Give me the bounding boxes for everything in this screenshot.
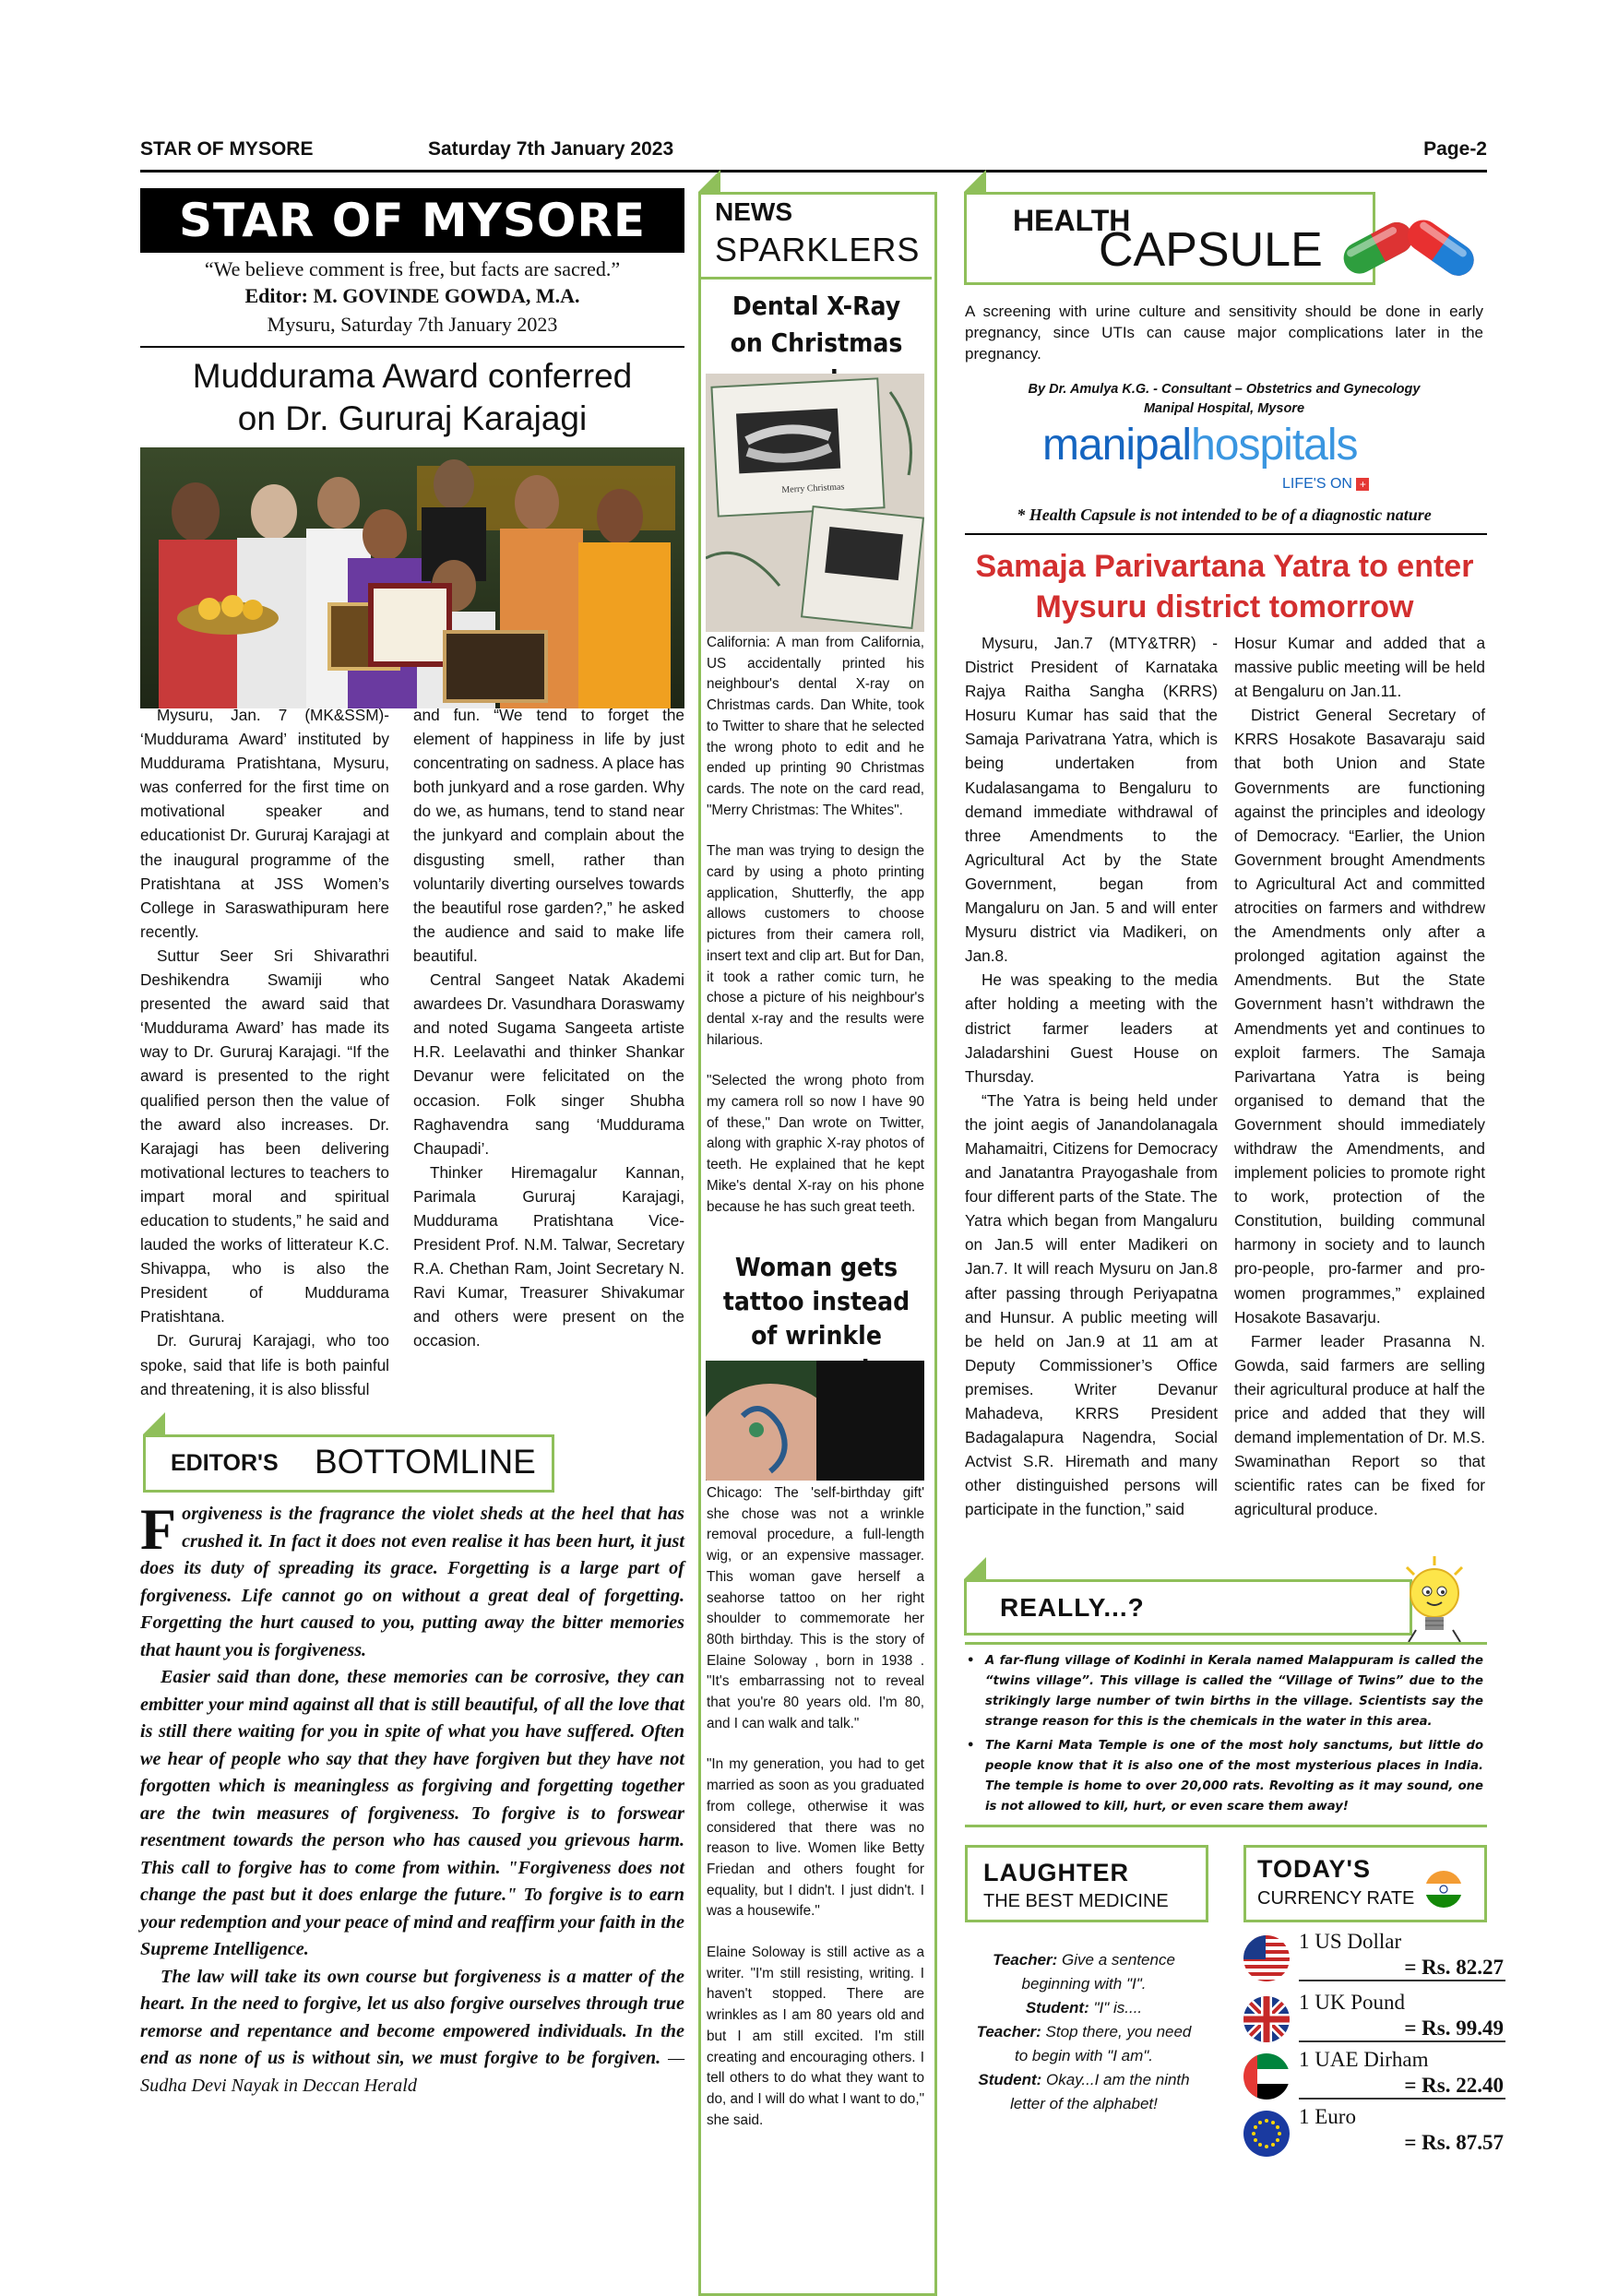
yatra-column-2 xyxy=(1234,631,1485,1521)
tattoo-photo xyxy=(706,1361,924,1481)
yatra-col1-para-3: “The Yatra is being held under the joint aegis of Janandolanagala Mahamaitri, Citizens for Democracy and Janatantra Prayogashale from four different parts of the State. The Yatra which began from Mangaluru on Jan.5 will enter Madikeri on Jan.7. It will reach Mysuru on Jan.8 after passing through Periyapatna and Hunsur. A public meeting will be held on Jan.9 at 11 am at Deputy Commissioner’s Office premises. Writer Devanur Mahadeva, KRRS President Badagalapura Nagendra, Social Actvist S.R. Hiremath and many other distinguished persons will participate in the function,” said xyxy=(965,1090,1218,1519)
yatra-headline-line-1: Samaja Parivartana Yatra to enter xyxy=(975,549,1474,584)
lead-col2-para-2: Central Sangeet Natak Akademi awardees Dr. Vasundhara Doraswamy and noted Sugama Sangeeta artiste H.R. Leelavathi and thinker Shankar Devanur were felicitated on the occasion. Folk singer Shubha Raghavendra sang ‘Muddurama Chaupadi’. xyxy=(413,970,684,1158)
joke-line-4: Student: Okay...I am the ninth letter of the alphabet! xyxy=(978,2071,1190,2112)
rate-value: = Rs. 22.40 xyxy=(1404,2074,1504,2097)
rate-name: 1 Euro xyxy=(1299,2105,1356,2128)
health-label-light: CAPSULE xyxy=(1099,223,1323,277)
joke-line-1: Teacher: Give a sentence beginning with "I". xyxy=(993,1951,1175,1993)
page-header xyxy=(140,138,1487,166)
uk-flag-icon xyxy=(1243,1996,1290,2042)
yatra-headline xyxy=(959,546,1490,627)
really-item xyxy=(965,1736,1483,1817)
card-caption: Merry Christmas xyxy=(781,482,845,495)
lead-col2-para-1: and fun. “We tend to forget the element of happiness in life by just concentrating on sadness. A place has both junkyard and a rose garden. Why do we, as humans, tend to stand near the junkyard and complain about the disgusting smell, rather than voluntarily diverting ourselves towards the beautiful rose garden?,” he asked the audience and said to make life beautiful. xyxy=(413,706,684,965)
health-text: A screening with urine culture and sensitivity should be done in early pregnancy, since UTIs can cause major complications later in the pregnancy. xyxy=(965,303,1483,363)
health-disclaimer: * Health Capsule is not intended to be of a diagnostic nature xyxy=(1017,506,1432,524)
currency-label-light: CURRENCY RATE xyxy=(1257,1888,1415,1909)
xray-para-1: California: A man from California, US accidentally printed his neighbour's dental X-ray on Christmas cards. Dan White, took to Twitter to share that he selected the wrong photo to edit and he ended up printing 90 Christmas cards. The note on the card read, "Merry Christmas: The Whites". xyxy=(707,635,924,818)
lead-headline xyxy=(140,355,684,440)
xray-headline: Dental X-Ray on Christmas xyxy=(730,291,903,358)
masthead-rule xyxy=(140,346,684,348)
award-photo xyxy=(140,447,684,708)
health-flag-tab xyxy=(964,170,986,192)
really-label: REALLY...? xyxy=(1000,1593,1145,1622)
really-label-box xyxy=(964,1579,1412,1636)
joke xyxy=(973,1948,1195,2116)
really-bottom-rule xyxy=(965,1825,1487,1827)
rate-name: 1 US Dollar xyxy=(1299,1930,1402,1953)
rate-row-usd xyxy=(1243,1928,1511,1983)
tattoo-image xyxy=(706,1361,924,1481)
tattoo-para-3: Elaine Soloway is still active as a writer. "I'm still resisting, writing. I haven't stopped. There are wrinkles as I am 80 years old and but I am still excited. I'm still creating and encouraging others. I tell others to do what they want to do, and I will do what I want to do," she said. xyxy=(707,1945,924,2128)
editor-label-box xyxy=(143,1434,554,1493)
editor-para-2: Easier said than done, these memories can be corrosive, they can embitter your mind against all that is still beautiful, of all the love that is still there waiting for you in spite of what you have suffered. Often we hear of people who say that they have forgiven but they have not forgotten which is meaningless as forgiving and forgetting together are the twin measures of forgiveness. To forgive is to forswear resentment towards the person who has caused you grievous harm. This call to forgive has to come from within. "Forgiveness does not change the past but it does enlarge the future." To forgive is to earn your redemption and your peace of mind and reaffirm your faith in the Supreme Intelligence. xyxy=(140,1667,684,1959)
xray-card-image xyxy=(706,374,924,632)
health-rule xyxy=(965,533,1487,535)
currency-list xyxy=(1243,1928,1504,2288)
rate-row-gbp xyxy=(1243,1989,1511,2044)
rate-name: 1 UAE Dirham xyxy=(1299,2048,1429,2071)
currency-label-bold: TODAY'S xyxy=(1257,1855,1371,1883)
lightbulb-icon xyxy=(1398,1554,1471,1647)
editor-flag-tab xyxy=(143,1412,165,1434)
tattoo-para-2: "In my generation, you had to get married as soon as you graduated from college, otherwise it was considered that there was no reason to live. Women like Betty Friedan and others fought for equality, but I didn't. I just didn't. I was a housewife." xyxy=(707,1756,924,1920)
paper-name: STAR OF MYSORE xyxy=(140,138,314,160)
really-list xyxy=(965,1651,1483,1817)
tattoo-story xyxy=(707,1483,924,2131)
editor-para-3: The law will take its own course but forgiveness is a matter of the heart. In the need to forgive, let us also forgive ourselves through true remorse and repentance and become empowered individuals. In the end as none of us is without sin, we must forgive to be forgiven. xyxy=(140,1966,684,2068)
manipal-tagline-text: LIFE'S ON xyxy=(1282,476,1352,492)
really-item-1: A far-flung village of Kodinhi in Kerala named Malappuram is called the “twins village”. This village is called the “Village of Twins” due to the strikingly large number of twin births in the village. Scientists say the strange reason for this is the chemicals in the water in this area. xyxy=(985,1654,1483,1729)
really-item-2: The Karni Mata Temple is one of the most holy sanctums, but little do people know that it is also one of the most mysterious places in India. The temple is home to over 20,000 rats. Revolting as it may sound, one is not allowed to kill, hurt, or even scare them away! xyxy=(985,1739,1483,1814)
rate-value: = Rs. 87.57 xyxy=(1404,2131,1504,2154)
yatra-col2-para-2: District General Secretary of KRRS Hosakote Basavaraju said that both Union and State Governments are functioning against the principles and ideology of Democracy. “Earlier, the Union Government brought Amendments to Agricultural Act and committed atrocities on farmers and withdrew the Amendments only after a prolonged agitation against the Amendments. But the State Government hasn’t withdrawn the Amendments yet and continues to exploit farmers. The Samaja Parivartana Yatra is being organised to demand that the Government should immediately withdraw the Amendments, and implement policies to promote right to work, protection of the Constitution, building communal harmony in society and to launch pro-people, pro-farmer and pro-women programmes,” explained Hosakote Basavarju. xyxy=(1234,706,1485,1326)
lead-col1-para-3: Dr. Gururaj Karajagi, who too spoke, said that life is both painful and threatening, it is also blissful xyxy=(140,1331,389,1398)
lead-col1-para-1: Mysuru, Jan. 7 (MK&SSM)- ‘Muddurama Award’ instituted by Muddurama Pratishtana, Mysuru, was conferred for the first time on motivational speaker and educationist Dr. Gururaj Karajagi at the inaugural programme of the Pratishtana at JSS Women’s College in Saraswathipuram here recently. xyxy=(140,706,389,941)
lead-col1-para-2: Suttur Seer Sri Shivarathri Deshikendra Swamiji who presented the award said that ‘Muddurama Award’ has made its way to Dr. Gururaj Karajagi. “If the award is presented to the right qualified person then the value of the award also increases. Dr. Karajagi has been delivering motivational lectures to teachers to impart moral and spiritual education to students,” he said and lauded the works of litterateur K.C. Shivappa, who is also the President of Muddurama Pratishtana. xyxy=(140,946,389,1326)
sparklers-flag-tab xyxy=(698,170,720,192)
rate-name: 1 UK Pound xyxy=(1299,1991,1406,2014)
health-byline-2: Manipal Hospital, Mysore xyxy=(1143,401,1305,416)
bullet-icon: • xyxy=(967,1739,975,1753)
laughter-label-bold: LAUGHTER xyxy=(983,1859,1129,1886)
joke-line-2: Student: "I" is.... xyxy=(1025,1999,1143,2016)
rate-row-aed xyxy=(1243,2046,1511,2101)
lead-headline-line-1: Muddurama Award conferred xyxy=(192,357,633,395)
masthead-logo: STAR OF MYSORE xyxy=(140,188,684,253)
editor-para-1: orgiveness is the fragrance the violet sheds at the heel that has crushed it. In fact it does not even realise it has been hurt, it just does its duty of spreading its grace. Forgetting is a large part of forgiveness. Life cannot go on without a great deal of forgetting. Forgetting the hurt caused to you, putting away the bitter memories that haunt you is forgiveness. xyxy=(140,1504,684,1660)
lead-col2-para-3: Thinker Hiremagalur Kannan, Parimala Gururaj Karajagi, Muddurama Pratishtana Vice-President Prof. N.M. Talwar, Secretary R.A. Chethan Ram, Joint Secretary N. Ravi Kumar, Treasurer Shivakumar and others were present on the occasion. xyxy=(413,1162,684,1350)
editor-label-bold: EDITOR'S xyxy=(171,1450,279,1476)
xray-para-2: The man was trying to design the card by using a photo printing application, Shutterfly, the app allows customers to choose pictures from their camera roll, insert text and clip art. But for Dan, it took a rather comic turn, he chose a picture of his neighbour's dental x-ray and the results were hilarious. xyxy=(707,843,924,1048)
red-cross-icon: + xyxy=(1356,478,1369,491)
sparklers-divider xyxy=(701,277,932,280)
tattoo-headline: Woman gets tattoo instead of wrinkle xyxy=(722,1252,910,1350)
lead-column-2 xyxy=(413,703,684,1353)
rate-value: = Rs. 99.49 xyxy=(1404,2016,1504,2040)
manipal-logo-part-2: hospitals xyxy=(1191,421,1358,470)
us-flag-icon xyxy=(1243,1935,1290,1981)
rate-underline xyxy=(1299,2098,1505,2100)
eu-flag-icon xyxy=(1243,2111,1290,2157)
page-date: Saturday 7th January 2023 xyxy=(428,138,674,160)
header-rule xyxy=(140,170,1487,172)
capsule-icon xyxy=(1336,196,1483,288)
editor-article xyxy=(140,1496,685,2100)
editor-credit-line: — Sudha Devi Nayak in Deccan Herald xyxy=(140,2048,685,2096)
laughter-label-light: THE BEST MEDICINE xyxy=(983,1891,1169,1911)
xray-story xyxy=(707,633,924,1218)
rate-row-eur xyxy=(1243,2103,1511,2159)
really-flag-tab xyxy=(964,1557,986,1579)
health-label-box xyxy=(964,192,1375,285)
award-ceremony-image xyxy=(140,447,684,708)
xray-card-photo xyxy=(706,374,924,632)
lead-headline-line-2: on Dr. Gururaj Karajagi xyxy=(237,399,588,437)
yatra-col1-para-1: Mysuru, Jan.7 (MTY&TRR) - District President of Karnataka Rajya Raitha Sangha (KRRS) Hosuru Kumar has said that the Samaja Parivatrana Yatra, which is being undertaken from Kudalasangama to Bengaluru to demand immediate withdrawal of three Amendments to the Agricultural Act by the State Government, began from Mangaluru on Jan. 5 and will enter Mysuru district via Madikeri, on Jan.8. xyxy=(965,634,1218,966)
tattoo-para-1: Chicago: The 'self-birthday gift' she chose was not a wrinkle removal procedure, a full-length wig, or an expensive massager. This woman gave herself a seahorse tattoo on her right shoulder to commemorate her 80th birthday. This is the story of Elaine Soloway , born in 1938 . "It's embarrassing not to reveal that you're 80 years old. I'm 80, and I can walk and talk." xyxy=(707,1485,924,1731)
yatra-col1-para-2: He was speaking to the media after holding a meeting with the district farmer leaders at Jaladarshini Guest House on Thursday. xyxy=(965,970,1218,1086)
yatra-col2-para-1: Hosur Kumar and added that a massive public meeting will be held at Bengaluru on Jan.11. xyxy=(1234,634,1485,701)
india-flag-icon xyxy=(1425,1871,1462,1908)
manipal-logo-part-1: manipal xyxy=(1042,421,1192,470)
motto: “We believe comment is free, but facts are sacred.” xyxy=(204,257,621,280)
rate-value: = Rs. 82.27 xyxy=(1404,1956,1504,1979)
sparklers-label-bold: NEWS xyxy=(715,197,792,226)
page-number: Page-2 xyxy=(1423,138,1487,160)
editor-credit: Editor: M. GOVINDE GOWDA, M.A. xyxy=(244,284,580,307)
health-byline xyxy=(965,380,1483,419)
xray-para-3: "Selected the wrong photo from my camera roll so now I have 90 of these," Dan wrote on Twitter, along with graphic X-ray photos of teeth. He explained that he kept Mike's dental X-ray on his phone because he has such great teeth. xyxy=(707,1073,924,1215)
bullet-icon: • xyxy=(967,1654,975,1668)
uae-flag-icon xyxy=(1243,2053,1290,2100)
lead-column-1 xyxy=(140,703,389,1401)
editor-dropcap: F xyxy=(140,1496,177,1562)
yatra-col2-para-3: Farmer leader Prasanna N. Gowda, said farmers are selling their agricultural produce at half the price and added that they will demand implementation of Dr. M.S. Swaminathan Report so that scientific rates can be fixed for agricultural produce. xyxy=(1234,1331,1485,1519)
really-top-rule xyxy=(965,1642,1487,1645)
manipal-tagline xyxy=(1282,476,1369,493)
joke-line-3: Teacher: Stop there, you need to begin with "I am". xyxy=(976,2023,1192,2064)
yatra-column-1 xyxy=(965,631,1218,1521)
sparklers-label-light: SPARKLERS xyxy=(715,231,921,268)
really-item xyxy=(965,1651,1483,1732)
manipal-logo xyxy=(1042,420,1411,470)
rate-underline xyxy=(1299,1980,1505,1981)
laughter-label-box xyxy=(965,1845,1208,1922)
health-label-bold: HEALTH xyxy=(1013,204,1131,237)
rate-underline xyxy=(1299,2040,1505,2042)
editor-label-light: BOTTOMLINE xyxy=(315,1443,536,1481)
masthead-dateline: Mysuru, Saturday 7th January 2023 xyxy=(267,313,558,336)
yatra-headline-line-2: Mysuru district tomorrow xyxy=(1035,589,1414,625)
health-byline-1: By Dr. Amulya K.G. - Consultant – Obstetrics and Gynecology xyxy=(1028,382,1421,397)
